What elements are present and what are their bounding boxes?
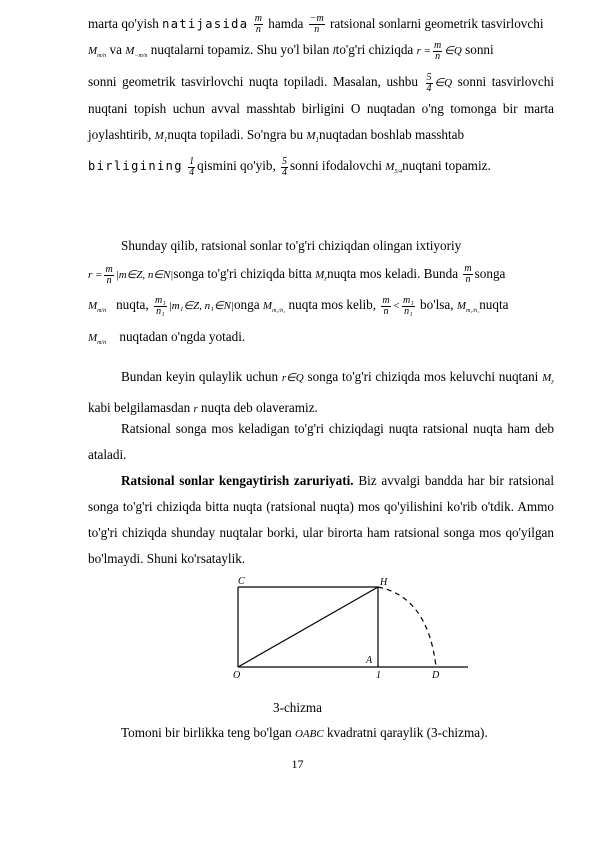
square-name: OABC: [294, 728, 324, 740]
fraction-minus-m-n: $\frac{-m}{n}$: [309, 13, 324, 36]
point-Mr: $M_r$: [315, 269, 327, 284]
point-M-m-n-c: $M_{m/n}$: [88, 332, 107, 347]
fraction-1-4: $\frac{1}{4}$: [189, 155, 195, 178]
point-M-m-n-b: $M_{m/n}$: [88, 300, 107, 315]
paragraph-3: r = $\frac{m}{n}$ |m∈Z, n∈N|songa to'g'ri chiziqda bitta $M_rnuqta$ mos keladi. Bunda $\frac{m}{n}$ songa $M_{m/n}$ nuqta, $\frac{\text{m₁}}{\text{n₁}}$ |m₁∈Z, n₁∈N|onga $M_{m_1/n_1}$ nuqta mos kelib, $\frac{m}{n}$ < $\frac{\text{m₁}}{\text{n₁}}$ bo'lsa, $M_{m_1/n_1}nuqta$ $M_{m/n}$ nuqtadan o'ngda yotadi.: [88, 263, 509, 347]
paragraph-6: Bundan keyin qulaylik uchun r∈Q songa to'g'ri chiziqda mos keluvchi nuqtani $M_r$ kabi belgilamasdan r nuqta deb olaveramiz.: [88, 369, 555, 416]
fraction-5-4: $\frac{5}{4}$: [426, 71, 432, 94]
paragraph-7: Ratsional songa mos keladigan to'g'ri chiziqdagi nuqta ratsional nuqta ham deb ataladi.: [88, 421, 554, 462]
point-M-minus-m-n: $M_{-m/n}$: [125, 45, 148, 60]
page-number: 17: [291, 757, 304, 771]
label-H: H: [380, 577, 388, 588]
paragraph-9: Tomoni bir birlikka teng bo'lgan OABC kvadratni qaraylik (3-chizma).: [121, 725, 488, 740]
fraction-m-n-b: $\frac{m}{n}$: [464, 263, 472, 286]
fraction-m-n: $\frac{m}{n}$: [254, 13, 262, 36]
diagonal-OH: [238, 587, 378, 667]
label-1: 1: [376, 670, 381, 681]
arc-HD: [378, 587, 436, 667]
paragraph-8: Ratsional sonlar kengaytirish zaruriyati. Biz avvalgi bandda har bir ratsional songa to'g'ri chiziqda bitta nuqta (ratsional nuqta) mos qo'yilishini ko'rib o'tdik. Ammo to'g'ri chiziqda shunday nuqtalar borki, ular birorta ham ratsional songa mos qo'yilgan bo'lmaydi. Shuni ko'rsataylik.: [88, 473, 554, 566]
formula-r-in-Q: r = $\frac{m}{n}$ ∈Q: [416, 39, 462, 62]
label-A: A: [366, 655, 373, 666]
label-O: O: [233, 670, 241, 681]
point-M-m1-n1-b: $M_{m_1/n_1}$: [456, 300, 480, 315]
label-C: C: [238, 576, 245, 587]
label-D: D: [432, 670, 440, 681]
point-M1: $M_1$: [154, 130, 168, 145]
point-M1-b: $M_1$: [306, 130, 320, 145]
section-heading: Ratsional sonlar kengaytirish zaruriyati.: [121, 473, 354, 488]
set-r: r = $\frac{m}{n}$ |m∈Z, n∈N|: [88, 263, 174, 286]
point-M-m-n: $M_{m/n}$: [88, 45, 107, 60]
paragraph-2: Shunday qilib, ratsional sonlar to'g'ri chiziqdan olingan ixtiyoriy: [121, 238, 462, 253]
paragraph-1: marta qo'yish natijasida $\frac{m}{n}$ hamda $\frac{-m}{n}$ ratsional sonlarni geometrik tasvirlovchi $M_{m/n}$ va $M_{-m/n}$ nuqtalarni topamiz. Shu yo'l bilan lto'g'ri chiziqda r = $\frac{m}{n}$ ∈Q sonni sonni geometrik tasvirlovchi nuqta topiladi. Masalan, ushbu $\frac{5}{4}$ ∈Q sonni tasvirlovchi nuqtani topish uchun avval masshtab birligini O nuqtadan o'ng tomonga bir marta joylashtirib, $M_1nuqta$ topiladi. So'ngra bu $M_1nuqtadan$ boshlab masshtab birligining $\frac{1}{4}$ qismini qo'yib, $\frac{5}{4}$ sonni ifodalovchi $M_{5/4}nuqtani$ topamiz.: [88, 13, 555, 178]
fraction-m1-n1: $\frac{\text{m₁}}{\text{n₁}}$: [154, 294, 166, 317]
point-M-m1-n1: $M_{m_1/n_1}$: [262, 300, 286, 315]
point-M-5-4: $M_{5/4}$: [385, 161, 403, 176]
formula-r-in-Q-b: r∈Q: [281, 372, 304, 384]
figure-caption: 3-chizma: [272, 700, 323, 715]
fraction-5-4-b: $\frac{5}{4}$: [282, 155, 288, 178]
figure-3-square-diagram: [228, 572, 478, 684]
